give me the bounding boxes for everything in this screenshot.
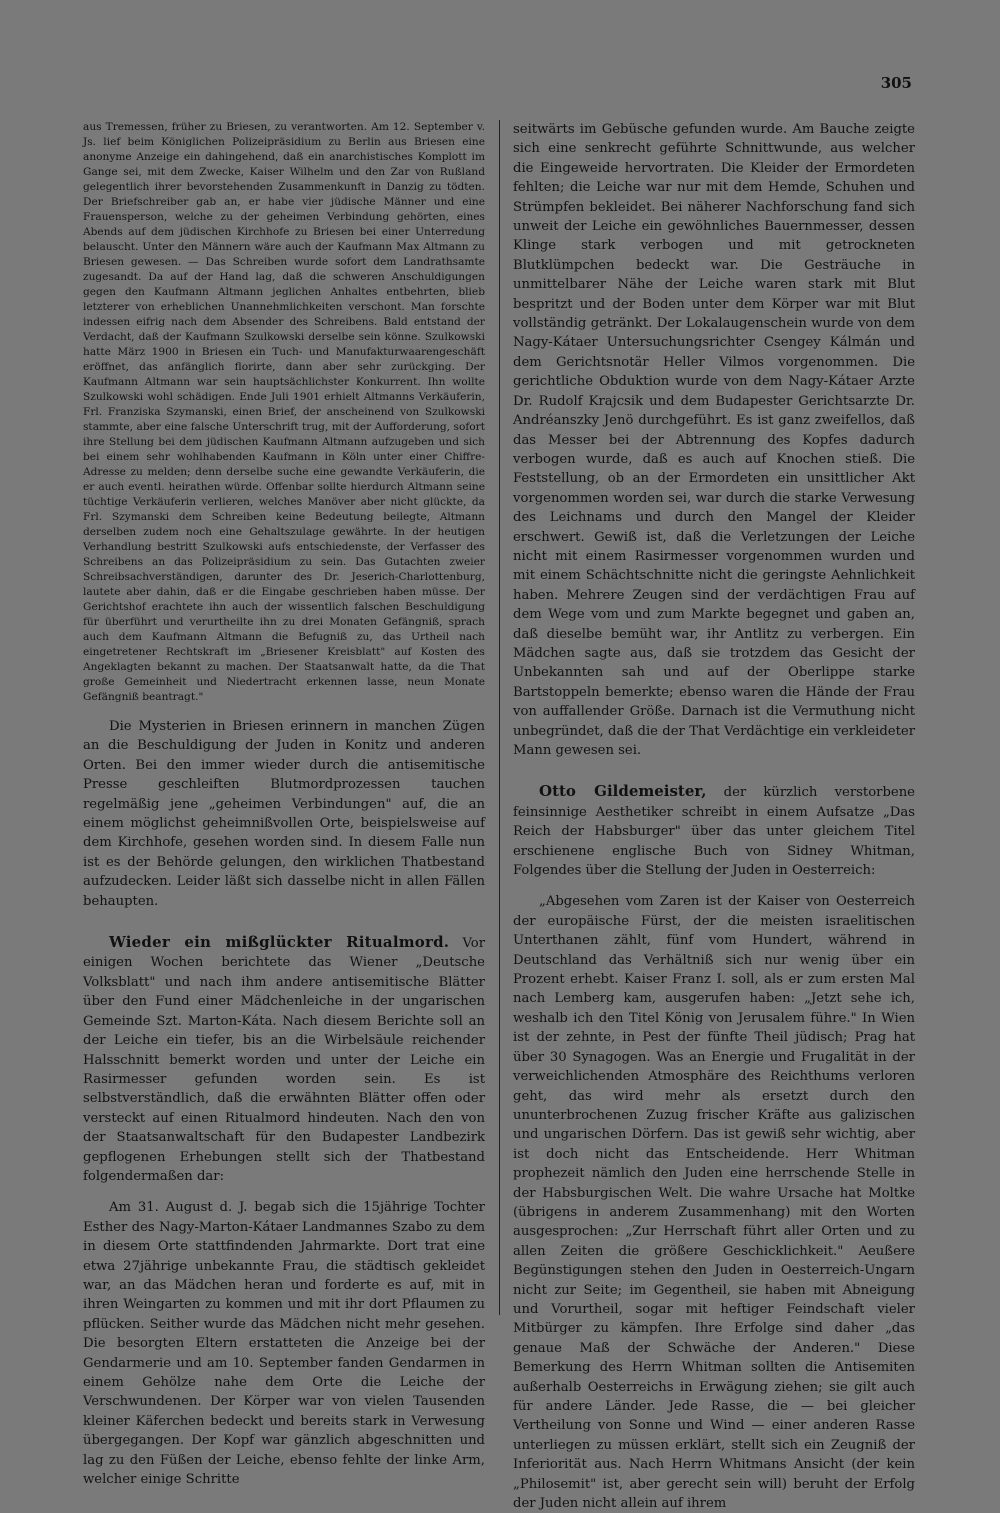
- court-report-quote: aus Tremessen, früher zu Briesen, zu verantworten. Am 12. September v. Js. lief beim Königlichen Polizeipräsidium zu Berlin aus Briesen eine anonyme Anzeige ein dahingehend, daß ein anarchistisches Komplott im Gange sei, mit dem Zwecke, Kaiser Wilhelm und den Zar von Rußland gelegentlich ihrer bevorstehenden Zusammenkunft in Danzig zu tödten. Der Briefschreiber gab an, er habe vier jüdische Männer und eine Frauensperson, welche zu der geheimen Verbindung gehörten, eines Abends auf dem jüdischen Kirchhofe zu Briesen bei einer Unterredung belauscht. Unter den Männern wäre auch der Kaufmann Max Altmann zu Briesen gewesen. — Das Schreiben wurde sofort dem Landrathsamte zugesandt. Da auf der Hand lag, daß die schweren Anschuldigungen gegen den Kaufmann Altmann jeglichen Anhaltes entbehrten, blieb letzterer von erheblichen Unannehmlichkeiten verschont. Man forschte indessen eifrig nach dem Absender des Schreibens. Bald entstand der Verdacht, daß der Kaufmann Szulkowski derselbe sein könne. Szulkowski hatte März 1900 in Briesen ein Tuch- und Manufakturwaarengeschäft eröffnet, das anfänglich florirte, dann aber sehr zurückging. Der Kaufmann Altmann war sein hauptsächlichster Konkurrent. Ihn wollte Szulkowski wohl schädigen. Ende Juli 1901 erhielt Altmanns Verkäuferin, Frl. Franziska Szymanski, einen Brief, der anscheinend von Szulkowski stammte, aber eine falsche Unterschrift trug, mit der Aufforderung, sofort ihre Stellung bei dem jüdischen Kaufmann Altmann aufzugeben und sich bei einem sehr wohlhabenden Kaufmann in Köln unter einer Chiffre-Adresse zu melden; denn derselbe suche eine gewandte Verkäuferin, die er auch eventl. heirathen würde. Offenbar sollte hierdurch Altmann seine tüchtige Verkäuferin verlieren, welches Manöver aber nicht glückte, da Frl. Szymanski dem Schreiben keine Bedeutung beilegte, Altmann derselben zudem noch eine Gehaltszulage gewährte. In der heutigen Verhandlung bestritt Szulkowski aufs entschiedenste, der Verfasser des Schreibens an das Polizeipräsidium zu sein. Das Gutachten zweier Schreibsachverständigen, darunter des Dr. Jeserich-Charlottenburg, lautete aber dahin, daß er die Eingabe geschrieben haben müsse. Der Gerichtshof erachtete ihn auch der wissentlich falschen Beschuldigung für überführt und verurtheilte ihn zu drei Monaten Gefängniß, sprach auch dem Kaufmann Altmann die Befugniß zu, das Urtheil nach eingetretener Rechtskraft im „Briesener Kreisblatt" auf Kosten des Angeklagten bekannt zu machen. Der Staatsanwalt hatte, da die That große Gemeinheit und Niedertracht erkennen lasse, neun Monate Gefängniß beantragt.": [83, 121, 485, 703]
- gildemeister-article: [513, 782, 915, 880]
- gildemeister-lead: Otto Gildemeister,: [539, 782, 707, 801]
- ritual-murder-article: [83, 933, 485, 1186]
- gildemeister-intro: der kürzlich verstorbene feinsinnige Aesthetiker schreibt in einem Aufsatze „Das Reich der Habsburger" über das unter gleichem Titel erschienene englische Buch von Sidney Whitman, Folgendes über die Stellung der Juden in Oesterreich:: [513, 785, 915, 879]
- article-heading: Wieder ein mißglückter Ritualmord.: [109, 933, 450, 952]
- article-intro: Vor einigen Wochen berichtete das Wiener „Deutsche Volksblatt" und nach ihm andere antisemitische Blätter über den Fund einer Mädchenleiche in der ungarischen Gemeinde Szt. Marton-Káta. Nach diesem Berichte soll an der Leiche ein tiefer, bis an die Wirbelsäule reichender Halsschnitt bemerkt worden und unter der Leiche ein Rasirmesser gefunden worden sein. Es ist selbstverständlich, daß die erwähnten Blätter offen oder versteckt auf einen Ritualmord hindeuten. Nach den von der Staatsanwaltschaft für den Budapester Landbezirk gepflogenen Erhebungen stellt sich der Thatbestand folgendermaßen dar:: [83, 936, 485, 1184]
- right-column: [513, 120, 915, 1513]
- page-number: 305: [880, 74, 912, 92]
- left-column: [83, 120, 485, 1489]
- briesen-commentary: Die Mysterien in Briesen erinnern in manchen Zügen an die Beschuldigung der Juden in Konitz und anderen Orten. Bei den immer wieder durch die antisemitische Presse geschleiften Blutmordprozessen tauchen regelmäßig jene „geheimen Verbindungen" auf, die an einem möglichst geheimnißvollen Orte, beispielsweise auf dem Kirchhofe, gesehen worden sind. In diesem Falle nun ist es der Behörde gelungen, den wirklichen Thatbestand aufzudecken. Leider läßt sich dasselbe nicht in allen Fällen behaupten.: [83, 719, 485, 909]
- article-continuation: seitwärts im Gebüsche gefunden wurde. Am Bauche zeigte sich eine senkrecht geführte Schnittwunde, aus welcher die Eingeweide hervortraten. Die Kleider der Ermordeten fehlten; die Leiche war nur mit dem Hemde, Schuhen und Strümpfen bekleidet. Bei näherer Nachforschung fand sich unweit der Leiche ein gewöhnliches Bauernmesser, dessen Klinge stark verbogen und mit getrockneten Blutklümpchen bedeckt war. Die Gesträuche in unmittelbarer Nähe der Leiche waren stark mit Blut bespritzt und der Boden unter dem Körper war mit Blut vollständig getränkt. Der Lokalaugenschein wurde von dem Nagy-Kátaer Untersuchungsrichter Csengey Kálmán und dem Gerichtsnotär Heller Vilmos vorgenommen. Die gerichtliche Obduktion wurde von dem Nagy-Kátaer Arzte Dr. Rudolf Krajcsik und dem Budapester Gerichtsarzte Dr. Andréanszky Jenö durchgeführt. Es ist ganz zweifellos, daß das Messer bei der Abtrennung des Kopfes dadurch verbogen wurde, daß es auch auf Knochen stieß. Die Feststellung, ob an der Ermordeten ein unsittlicher Akt vorgenommen worden sei, war durch die starke Verwesung des Leichnams und durch den Mangel der Kleider erschwert. Gewiß ist, daß die Verletzungen der Leiche nicht mit einem Rasirmesser vorgenommen wurden und mit einem Schächtschnitte nicht die geringste Aehnlichkeit haben. Mehrere Zeugen sind der verdächtigen Frau auf dem Wege vom und zum Markte begegnet und gaben an, daß dieselbe bemüht war, ihr Antlitz zu verbergen. Ein Mädchen sagte aus, daß sie trotzdem das Gesicht der Unbekannten sah und auf der Oberlippe starke Bartstoppeln bemerkte; ebenso waren die Hände der Frau von auffallender Größe. Darnach ist die Vermuthung nicht unbegründet, daß die der That Verdächtige ein verkleideter Mann gewesen sei.: [513, 122, 915, 758]
- gildemeister-quote: „Abgesehen vom Zaren ist der Kaiser von Oesterreich der europäische Fürst, der die meisten israelitischen Unterthanen zählt, fünf vom Hundert, während in Deutschland das Verhältniß sich nur wenig über ein Prozent erhebt. Kaiser Franz I. soll, als er zum ersten Mal nach Lemberg kam, ausgerufen haben: „Jetzt sehe ich, weshalb ich den Titel König von Jerusalem führe." In Wien ist der zehnte, in Pest der fünfte Theil jüdisch; Prag hat über 30 Synagogen. Was an Energie und Frugalität in der verweichlichenden Atmosphäre des Reichthums verloren geht, das wird mehr als ersetzt durch den ununterbrochenen Zuzug frischer Kräfte aus galizischen und ungarischen Dörfern. Das ist gewiß sehr wichtig, aber ist doch nicht das Entscheidende. Herr Whitman prophezeit nämlich den Juden eine herrschende Stelle in der Habsburgischen Welt. Die wahre Ursache hat Moltke (übrigens in anderem Zusammenhang) mit den Worten ausgesprochen: „Zur Herrschaft führt aller Orten und zu allen Zeiten die größere Geschicklichkeit." Aeußere Begünstigungen stehen den Juden in Oesterreich-Ungarn nicht zur Seite; im Gegentheil, sie haben mit Abneigung und Vorurtheil, sogar mit heftiger Feindschaft vieler Mitbürger zu kämpfen. Ihre Erfolge sind daher „das genaue Maß der Schwäche der Anderen." Diese Bemerkung des Herrn Whitman sollten die Antisemiten außerhalb Oesterreichs in Erwägung ziehen; sie gilt auch für andere Länder. Jede Rasse, die — bei gleicher Vertheilung von Sonne und Wind — einer anderen Rasse unterliegen zu müssen erklärt, stellt sich ein Zeugniß der Inferiorität aus. Nach Herrn Whitmans Ansicht (der kein „Philosemit" ist, aber gerecht sein will) beruht der Erfolg der Juden nicht allein auf ihrem: [513, 894, 915, 1512]
- column-divider: [499, 120, 500, 1315]
- article-facts: Am 31. August d. J. begab sich die 15jährige Tochter Esther des Nagy-Marton-Kátaer Landmannes Szabo zu dem in diesem Orte stattfindenden Jahrmarkte. Dort trat eine etwa 27jährige unbekannte Frau, die städtisch gekleidet war, an das Mädchen heran und forderte es auf, mit in ihren Weingarten zu kommen und mit ihr dort Pflaumen zu pflücken. Seither wurde das Mädchen nicht mehr gesehen. Die besorgten Eltern erstatteten die Anzeige bei der Gendarmerie und am 10. September fanden Gendarmen in einem Gehölze nahe dem Orte die Leiche der Verschwundenen. Der Körper war von vielen Tausenden kleiner Käferchen bedeckt und bereits stark in Verwesung übergegangen. Der Kopf war gänzlich abgeschnitten und lag zu den Füßen der Leiche, ebenso fehlte der linke Arm, welcher einige Schritte: [83, 1200, 485, 1488]
